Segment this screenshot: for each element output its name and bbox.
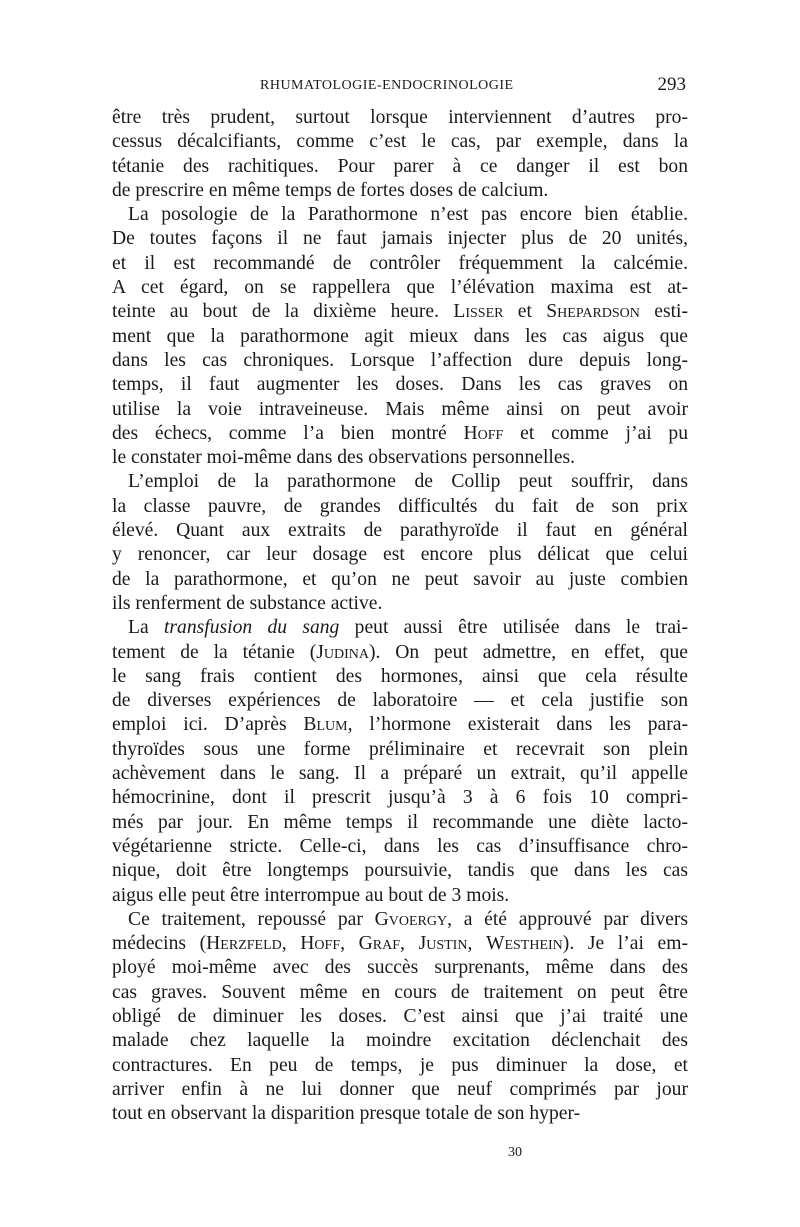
text-line: La transfusion du sang peut aussi être utilisée dans le trai- (128, 617, 688, 639)
text-line: le sang frais contient des hormones, ainsi que cela résulte (112, 665, 688, 687)
paragraph (112, 106, 688, 203)
text-line: Ce traitement, repoussé par Gvoergy, a été approuvé par divers (128, 908, 688, 930)
text-line: tout en observant la disparition presque totale de son hyper- (112, 1103, 581, 1125)
text-line: De toutes façons il ne faut jamais injecter plus de 20 unités, (112, 228, 688, 250)
text-line: utilise la voie intraveineuse. Mais même ainsi on peut avoir (112, 398, 688, 420)
text-line: més par jour. En même temps il recommande une diète lacto- (112, 811, 688, 833)
text-line: ment que la parathormone agit mieux dans les cas aigus que (112, 325, 688, 347)
text-line: nique, doit être longtemps poursuivie, tandis que dans les cas (112, 860, 688, 882)
text-line: de la parathormone, et qu’on ne peut savoir au juste combien (112, 568, 688, 590)
text-line: cas graves. Souvent même en cours de traitement on peut être (112, 981, 688, 1003)
text-line: obligé de diminuer les doses. C’est ainsi que j’ai traité une (112, 1005, 688, 1027)
book-page (112, 70, 688, 1126)
text-line: tement de la tétanie (Judina). On peut admettre, en effet, que (112, 641, 688, 663)
text-line: emploi ici. D’après Blum, l’hormone existerait dans les para- (112, 714, 688, 736)
text-line: malade chez laquelle la moindre excitation déclenchait des (112, 1030, 688, 1052)
text-line: ployé moi-même avec des succès surprenants, même dans des (112, 957, 688, 979)
text-line: A cet égard, on se rappellera que l’élévation maxima est at- (112, 277, 688, 299)
text-line: ils renferment de substance active. (112, 592, 383, 614)
text-line: dans les cas chroniques. Lorsque l’affection dure depuis long- (112, 349, 688, 371)
text-line: thyroïdes sous une forme préliminaire et recevrait son plein (112, 738, 688, 760)
text-line: élevé. Quant aux extraits de parathyroïde il faut en général (112, 520, 688, 542)
page-number: 293 (657, 74, 686, 95)
text-line: la classe pauvre, de grandes difficultés du fait de son prix (112, 495, 688, 517)
text-line: aigus elle peut être interrompue au bout de 3 mois. (112, 884, 510, 906)
text-line: et il est recommandé de contrôler fréquemment la calcémie. (112, 252, 688, 274)
text-line: médecins (Herzfeld, Hoff, Graf, Justin, Westhein). Je l’ai em- (112, 933, 689, 955)
text-line: L’emploi de la parathormone de Collip peut souffrir, dans (128, 471, 688, 493)
text-line: achèvement dans le sang. Il a préparé un extrait, qu’il appelle (112, 763, 688, 785)
signature-mark: 30 (508, 1145, 522, 1160)
text-line: végétarienne stricte. Celle-ci, dans les cas d’insuffisance chro- (112, 835, 688, 857)
text-line: de prescrire en même temps de fortes doses de calcium. (112, 179, 549, 201)
paragraph (112, 908, 688, 1127)
text-line: La posologie de la Parathormone n’est pas encore bien établie. (128, 204, 688, 226)
text-line: y renoncer, car leur dosage est encore plus délicat que celui (112, 544, 688, 566)
running-head-title: RHUMATOLOGIE-ENDOCRINOLOGIE (260, 78, 514, 93)
text-line: arriver enfin à ne lui donner que neuf comprimés par jour (112, 1078, 688, 1100)
text-line: de diverses expériences de laboratoire — et cela justifie son (112, 690, 688, 712)
paragraph (112, 470, 688, 616)
text-line: être très prudent, surtout lorsque interviennent d’autres pro- (112, 107, 688, 128)
paragraph (112, 616, 688, 908)
running-head (112, 70, 688, 106)
paragraph (112, 203, 688, 470)
text-line: des échecs, comme l’a bien montré Hoff et comme j’ai pu (112, 422, 689, 444)
text-line: tétanie des rachitiques. Pour parer à ce danger il est bon (112, 155, 688, 177)
body-text (112, 106, 688, 1126)
text-line: le constater moi-même dans des observations personnelles. (112, 447, 576, 469)
text-line: teinte au bout de la dixième heure. Lisser et Shepardson esti- (112, 301, 688, 323)
text-line: hémocrinine, dont il prescrit jusqu’à 3 à 6 fois 10 compri- (112, 787, 688, 809)
text-line: cessus décalcifiants, comme c’est le cas, par exemple, dans la (112, 131, 688, 153)
text-line: temps, il faut augmenter les doses. Dans les cas graves on (112, 374, 688, 396)
text-line: contractures. En peu de temps, je pus diminuer la dose, et (112, 1054, 688, 1076)
